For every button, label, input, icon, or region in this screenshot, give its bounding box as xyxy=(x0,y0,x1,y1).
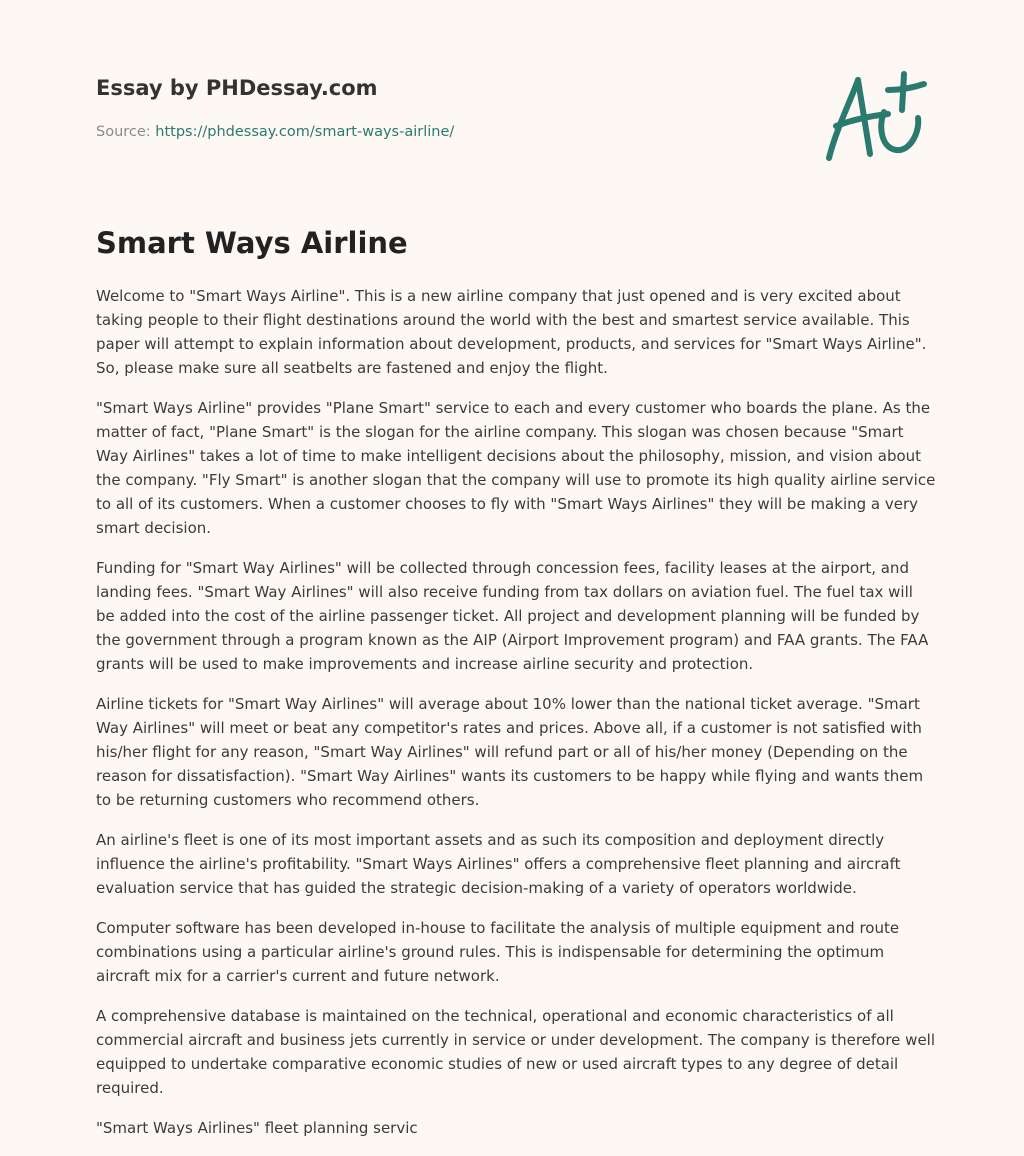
essay-paragraph: A comprehensive database is maintained on the technical, operational and economic characteristics of all commercial aircraft and business jets currently in service or under development. The company is therefore well equipped to undertake comparative economic studies of new or used aircraft types to any degree of detail required. xyxy=(96,1007,936,1097)
essay-title: Smart Ways Airline xyxy=(96,226,408,260)
essay-paragraph: "Smart Ways Airline" provides "Plane Smart" service to each and every customer who boards the plane. As the matter of fact, "Plane Smart" is the slogan for the airline company. This slogan was chosen because "Smart Way Airlines" takes a lot of time to make intelligent decisions about the philosophy, mission, and vision about the company. "Fly Smart" is another slogan that the company will use to promote its high quality airline service to all of its customers. When a customer chooses to fly with "Smart Ways Airlines" they will be making a very smart decision. xyxy=(96,399,936,537)
source-label: Source: xyxy=(96,124,151,140)
source-link[interactable]: https://phdessay.com/smart-ways-airline/ xyxy=(155,124,455,140)
essay-paragraph: Computer software has been developed in-house to facilitate the analysis of multiple equipment and route combinations using a particular airline's ground rules. This is indispensable for determining the optimum aircraft mix for a carrier's current and future network. xyxy=(96,919,900,985)
essay-paragraph: Airline tickets for "Smart Way Airlines" will average about 10% lower than the national ticket average. "Smart Way Airlines" will meet or beat any competitor's rates and prices. Above all, if a customer is not satisfied with his/her flight for any reason, "Smart Way Airlines" will refund part or all of his/her money (Depending on the reason for dissatisfaction). "Smart Way Airlines" wants its customers to be happy while flying and wants them to be returning customers who recommend others. xyxy=(96,695,924,809)
essay-paragraph: An airline's fleet is one of its most important assets and as such its composition and deployment directly influence the airline's profitability. "Smart Ways Airlines" offers a comprehensive fleet planning and aircraft evaluation service that has guided the strategic decision-making of a variety of operators worldwide. xyxy=(96,831,901,897)
a-plus-grade-icon xyxy=(822,68,928,166)
essay-paragraph: "Smart Ways Airlines" fleet planning servic xyxy=(96,1119,418,1137)
essay-paragraph: Funding for "Smart Way Airlines" will be collected through concession fees, facility leases at the airport, and landing fees. "Smart Way Airlines" will also receive funding from tax dollars on aviation fuel. The fuel tax will be added into the cost of the airline passenger ticket. All project and development planning will be funded by the government through a program known as the AIP (Airport Improvement program) and FAA grants. The FAA grants will be used to make improvements and increase airline security and protection. xyxy=(96,559,929,673)
essay-paragraph: Welcome to "Smart Ways Airline". This is a new airline company that just opened and is very excited about taking people to their flight destinations around the world with the best and smartest service available. This paper will attempt to explain information about development, products, and services for "Smart Ways Airline". So, please make sure all seatbelts are fastened and enjoy the flight. xyxy=(96,287,927,377)
site-brand-title: Essay by PHDessay.com xyxy=(96,76,378,100)
source-line xyxy=(96,124,454,140)
essay-body xyxy=(96,284,936,1156)
